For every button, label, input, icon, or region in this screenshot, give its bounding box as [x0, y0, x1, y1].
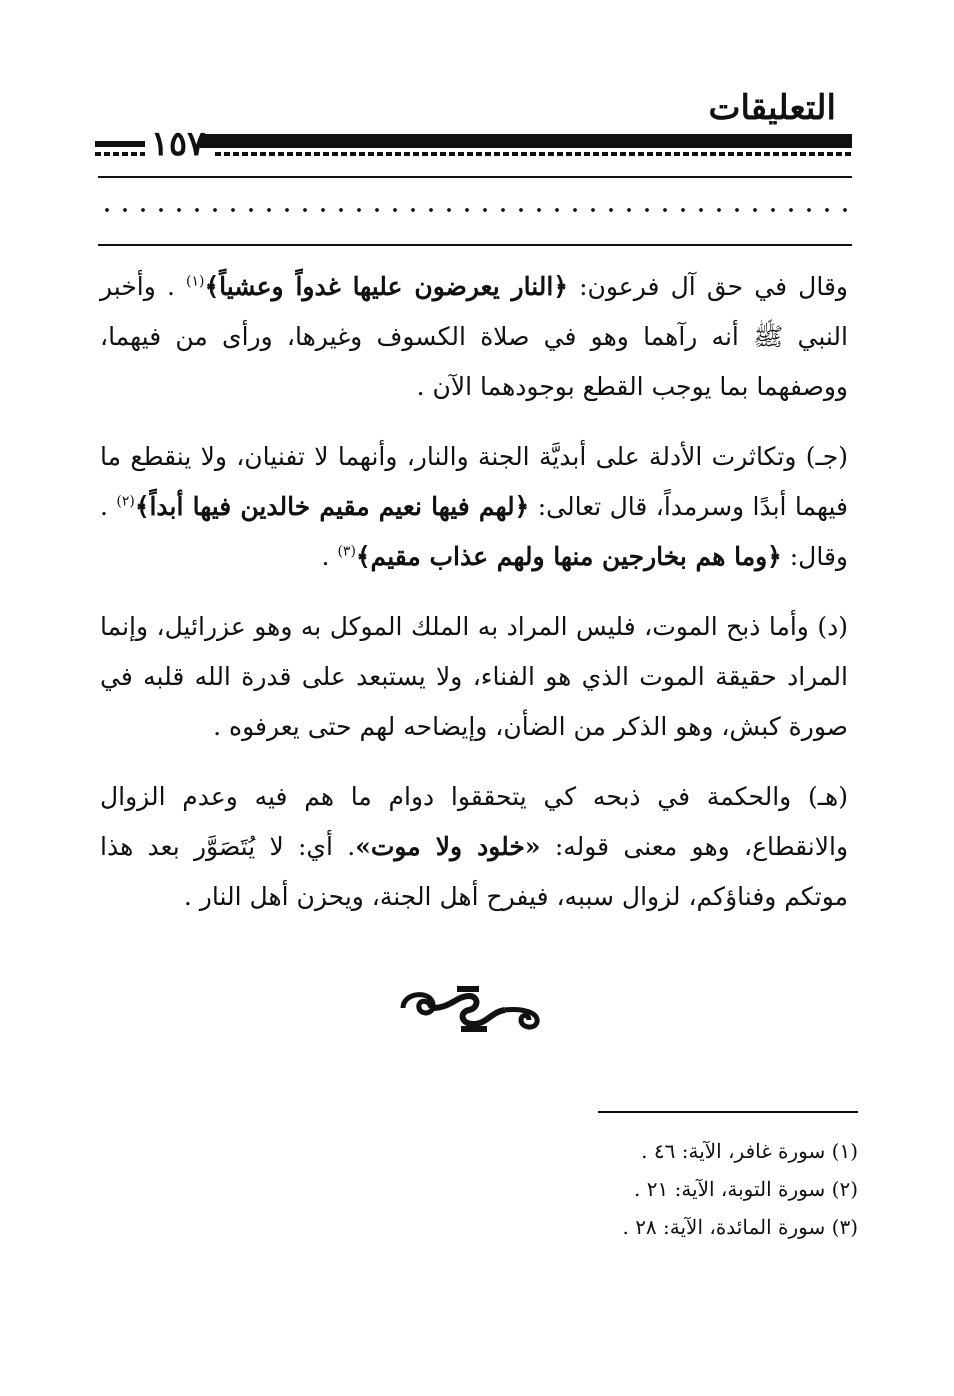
body-text: [100, 262, 848, 942]
quran-quote: ﴿النار يعرضون عليها غدواً وعشياً﴾: [204, 272, 568, 301]
divider-line: [98, 244, 852, 246]
text-run: وقال في حق آل فرعون:: [567, 272, 848, 301]
paragraph: [100, 602, 848, 752]
paragraph: [100, 772, 848, 922]
ornament-icon: [395, 978, 545, 1038]
text-run: (د) وأما ذبح الموت، فليس المراد به الملك الموكل به وهو عزرائيل، وإنما المراد حقيقة الموت الذي هو الفناء، ولا يستبعد على قدرة الله قلبه في صورة كبش، وهو الذكر من الضأن، وإيضاحه لهم حتى يعرفوه .: [100, 612, 848, 741]
text-run: . وقال:: [100, 492, 848, 571]
header-rule-left: [95, 141, 145, 147]
footnote: (٢) سورة التوبة، الآية: ٢١ .: [634, 1177, 858, 1201]
text-run: (هـ) والحكمة في ذبحه كي يتحققوا دوام ما هم فيه وعدم الزوال والانقطاع، وهو معنى قوله:: [100, 782, 849, 861]
footnote-divider: [598, 1111, 858, 1113]
hadith-quote: «خلود ولا موت»: [355, 832, 541, 861]
text-run: (جـ) وتكاثرت الأدلة على أبديَّة الجنة والنار، وأنهما لا تفنيان، ولا ينقطع ما فيهما أبدًا وسرمداً، قال تعالى:: [100, 442, 848, 521]
footnote-ref[interactable]: (٢): [116, 493, 135, 510]
page-number: ١٥٧: [150, 124, 206, 164]
quran-quote: ﴿لهم فيها نعيم مقيم خالدين فيها أبداً﴾: [134, 492, 530, 521]
quran-quote: ﴿وما هم بخارجين منها ولهم عذاب مقيم﴾: [355, 542, 782, 571]
divider-line: [98, 176, 852, 178]
header-rule: [200, 134, 852, 148]
text-run: . أي: لا يُتَصَوَّر بعد هذا موتكم وفناؤكم، لزوال سببه، فيفرح أهل الجنة، ويحزن أهل النار .: [100, 832, 848, 911]
footnote: (٣) سورة المائدة، الآية: ٢٨ .: [622, 1215, 858, 1239]
footnote-ref[interactable]: (١): [186, 273, 205, 290]
text-run: .: [321, 542, 338, 571]
header-rule-left-dashed: [95, 152, 145, 156]
footnote: (١) سورة غافر، الآية: ٤٦ .: [641, 1139, 858, 1163]
header-rule-dashed: [215, 152, 852, 156]
text-run: . وأخبر النبي ﷺ أنه رآهما وهو في صلاة الكسوف وغيرها، ورأى من فيهما، ووصفهما بما يوجب القطع بوجودهما الآن .: [100, 272, 848, 401]
paragraph: [100, 262, 848, 412]
paragraph: [100, 432, 848, 582]
dotted-separator: [98, 200, 852, 220]
footnotes: [622, 1132, 858, 1246]
footnote-ref[interactable]: (٣): [337, 543, 356, 560]
running-title: التعليقات: [708, 88, 836, 128]
